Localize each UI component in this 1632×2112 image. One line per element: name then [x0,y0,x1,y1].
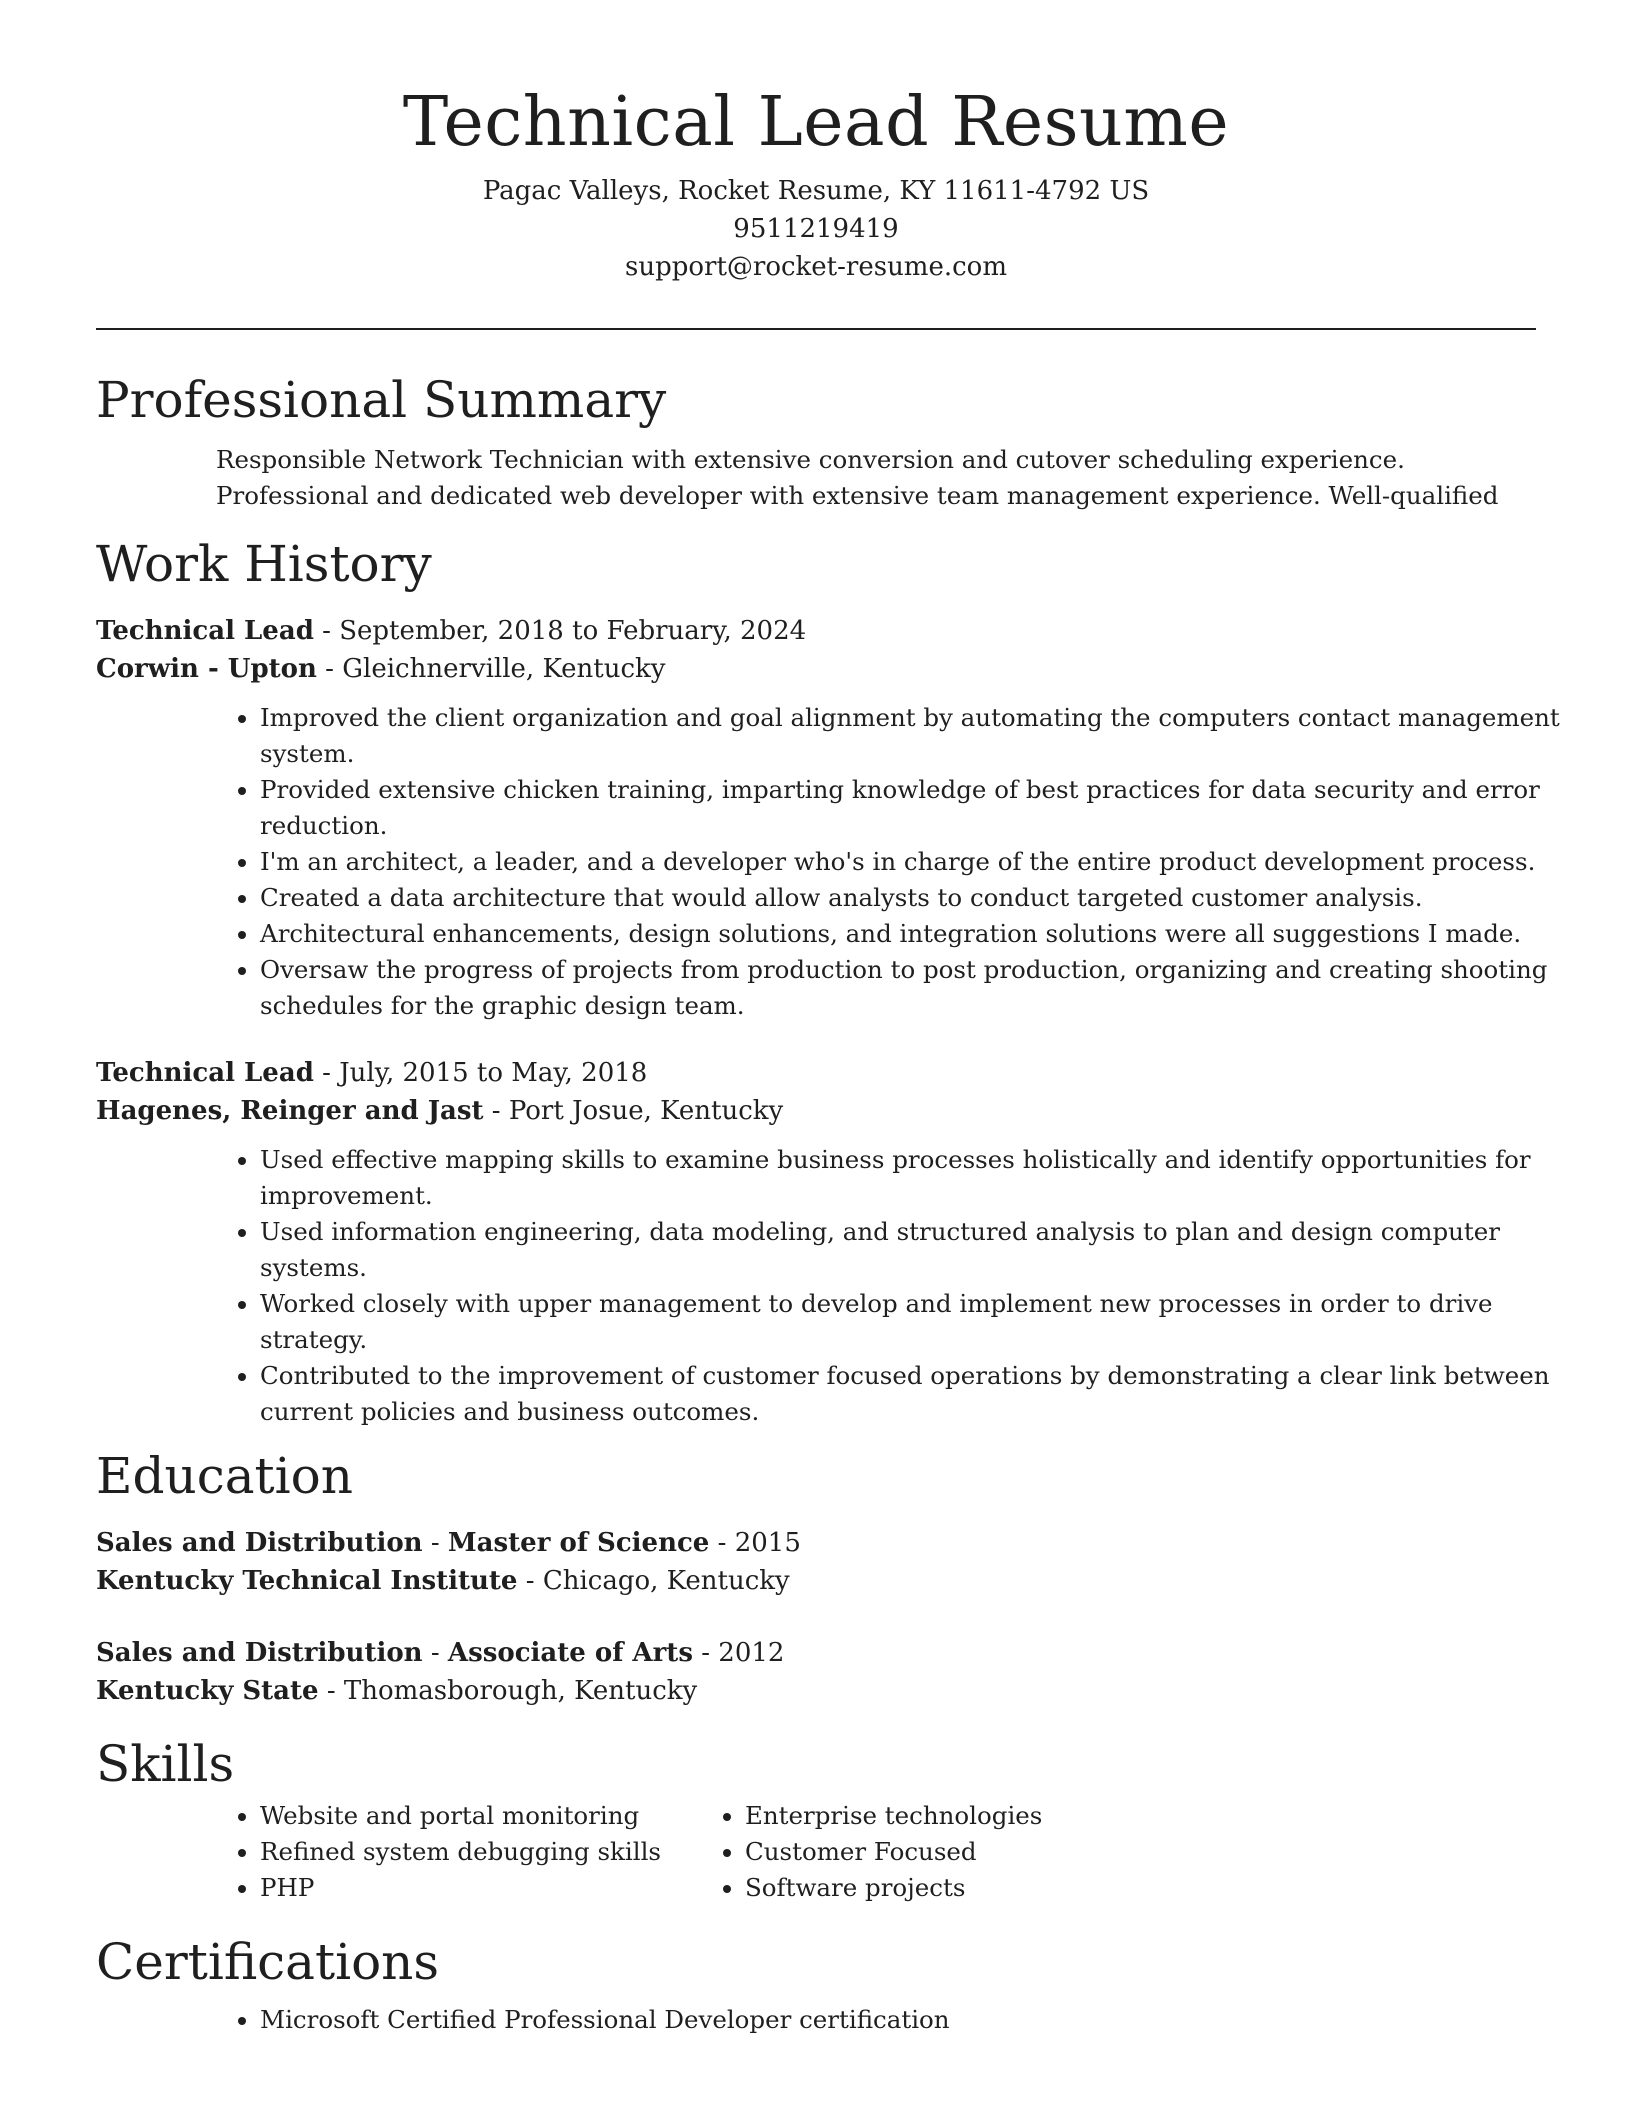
contact-email: support@rocket-resume.com [624,251,1007,282]
list-item: • Used effective mapping skills to examine business processes holistically and identify opportunities for improvement. [260,1142,1600,1214]
contact-info [96,172,1536,286]
list-item: • Customer Focused [745,1834,1245,1870]
list-item: • Used information engineering, data modeling, and structured analysis to plan and design computer systems. [260,1214,1600,1286]
job-company-line: Corwin - Upton - Gleichnerville, Kentucky [96,653,666,684]
summary-section [96,370,1536,514]
resume-page [96,0,1560,2038]
list-item: • Improved the client organization and goal alignment by automating the computers contact management system. [260,700,1600,772]
education-degree-line: Sales and Distribution - Associate of Arts - 2012 [96,1637,785,1668]
job-entry [96,1054,1550,1430]
list-item: • Contributed to the improvement of customer focused operations by demonstrating a clear link between current policies and business outcomes. [260,1358,1600,1430]
skills-column-2 [581,1798,1245,1906]
education-school-line: Kentucky Technical Institute - Chicago, Kentucky [96,1565,790,1596]
job-location: Port Josue, Kentucky [508,1095,784,1126]
certifications-heading: Certifications [96,1932,440,1991]
education-school: Kentucky State [96,1675,319,1706]
education-degree-line: Sales and Distribution - Master of Science - 2015 [96,1527,801,1558]
contact-address: Pagac Valleys, Rocket Resume, KY 11611-4792 US [482,175,1150,206]
list-item: • PHP [260,1870,745,1906]
job-title-line: Technical Lead - July, 2015 to May, 2018 [96,1057,648,1088]
summary-heading: Professional Summary [96,370,667,429]
list-item: • Microsoft Certified Professional Developer certification [260,2002,1600,2038]
certifications-section [96,1932,1536,2038]
education-location: Chicago, Kentucky [542,1565,790,1596]
list-item: • Provided extensive chicken training, imparting knowledge of best practices for data security and error reduction. [260,772,1600,844]
list-item: • Enterprise technologies [745,1798,1245,1834]
list-item: • I'm an architect, a leader, and a developer who's in charge of the entire product development process. [260,844,1600,880]
job-dates: September, 2018 to February, 2024 [339,615,807,646]
education-year: 2012 [718,1637,785,1668]
work-history-heading: Work History [96,534,432,593]
skills-section [96,1734,1536,1906]
education-entry [96,1634,1536,1710]
skills-heading: Skills [96,1734,235,1793]
education-year: 2015 [734,1527,801,1558]
job-title: Technical Lead [96,615,314,646]
job-entry [96,612,1560,1024]
work-history-section [96,534,1560,1430]
list-item: • Website and portal monitoring [260,1798,745,1834]
education-field: Sales and Distribution [96,1637,423,1668]
education-heading: Education [96,1446,353,1505]
education-section [96,1446,1536,1710]
list-item: • Software projects [745,1870,1245,1906]
list-item: • Refined system debugging skills [260,1834,745,1870]
header-divider [96,328,1536,330]
summary-text: Responsible Network Technician with extensive conversion and cutover scheduling experience. Professional and dedicated web developer with extensive team management experience. Well-qualified [216,444,1499,510]
contact-phone: 9511219419 [733,213,899,244]
education-school-line: Kentucky State - Thomasborough, Kentucky [96,1675,698,1706]
job-company-line: Hagenes, Reinger and Jast - Port Josue, Kentucky [96,1095,784,1126]
list-item: • Worked closely with upper management to develop and implement new processes in order to drive strategy. [260,1286,1600,1358]
education-location: Thomasborough, Kentucky [343,1675,698,1706]
job-title: Technical Lead [96,1057,314,1088]
list-item: • Oversaw the progress of projects from production to post production, organizing and creating shooting schedules for the graphic design team. [260,952,1600,1024]
job-bullets [96,1142,1600,1430]
education-degree: Master of Science [447,1527,710,1558]
skills-list [581,1798,1245,1906]
list-item: • Created a data architecture that would allow analysts to conduct targeted customer analysis. [260,880,1600,916]
job-location: Gleichnerville, Kentucky [342,653,666,684]
education-degree: Associate of Arts [447,1637,693,1668]
education-entry [96,1524,1536,1600]
skills-grid [96,1798,1536,1906]
job-title-line: Technical Lead - September, 2018 to February, 2024 [96,615,807,646]
job-bullets [96,700,1600,1024]
job-company: Hagenes, Reinger and Jast [96,1095,484,1126]
education-field: Sales and Distribution [96,1527,423,1558]
resume-header [96,0,1536,286]
education-school: Kentucky Technical Institute [96,1565,518,1596]
job-company: Corwin - Upton [96,653,317,684]
resume-title: Technical Lead Resume [402,83,1230,162]
certifications-list [96,2002,1600,2038]
job-dates: July, 2015 to May, 2018 [339,1057,648,1088]
list-item: • Architectural enhancements, design solutions, and integration solutions were all suggestions I made. [260,916,1600,952]
